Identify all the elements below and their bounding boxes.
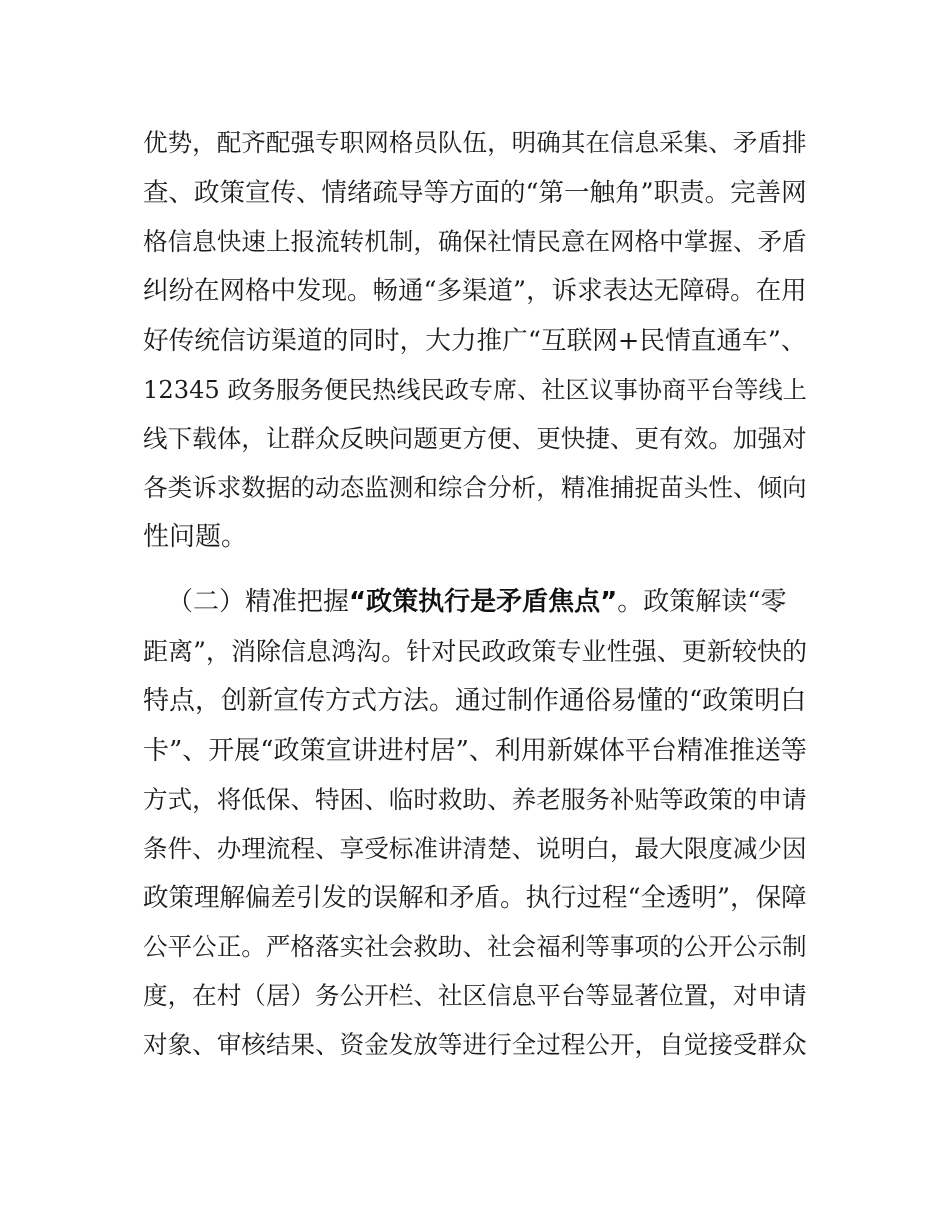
paragraph-2-line-2: 距离”，消除信息鸿沟。针对民政政策专业性强、更新较快的 bbox=[143, 637, 808, 666]
paragraph-2-line-10: 对象、审核结果、资金发放等进行全过程公开，自觉接受群众 bbox=[143, 1030, 807, 1059]
paragraph-2-line-4: 卡”、开展“政策宣讲进村居”、利用新媒体平台精准推送等 bbox=[143, 736, 807, 766]
paragraph-2-line-8: 公平公正。严格落实社会救助、社会福利等事项的公开公示制 bbox=[143, 932, 807, 961]
paragraph-2-first-line bbox=[167, 582, 787, 622]
section-number: （二）精准把握 bbox=[167, 587, 350, 617]
paragraph-2-line-7: 政策理解偏差引发的误解和矛盾。执行过程“全透明”，保障 bbox=[143, 883, 807, 913]
paragraph-1-line-9: 性问题。 bbox=[143, 522, 248, 552]
paragraph-2-line-9: 度，在村（居）务公开栏、社区信息平台等显著位置，对申请 bbox=[143, 981, 807, 1010]
paragraph-1-line-8: 各类诉求数据的动态监测和综合分析，精准捕捉苗头性、倾向 bbox=[143, 473, 807, 502]
paragraph-1-line-6: 12345 政务服务便民热线民政专席、社区议事协商平台等线上 bbox=[143, 376, 807, 404]
paragraph-1-line-1: 优势，配齐配强专职网格员队伍，明确其在信息采集、矛盾排 bbox=[143, 128, 807, 157]
paragraph-1-line-5: 好传统信访渠道的同时，大力推广“互联网+民情直通车”、 bbox=[143, 326, 807, 356]
paragraph-1-line-4: 纠纷在网格中发现。畅通“多渠道”，诉求表达无障碍。在用 bbox=[143, 276, 807, 306]
paragraph-1-line-3: 格信息快速上报流转机制，确保社情民意在网格中掌握、矛盾 bbox=[143, 227, 807, 256]
section-heading: “政策执行是矛盾焦点” bbox=[349, 587, 618, 617]
paragraph-2-first-line-suffix: 。政策解读“零 bbox=[617, 587, 787, 617]
paragraph-2-line-6: 条件、办理流程、享受标准讲清楚、说明白，最大限度减少因 bbox=[143, 834, 807, 863]
paragraph-2-line-3: 特点，创新宣传方式方法。通过制作通俗易懂的“政策明白 bbox=[143, 686, 807, 716]
paragraph-1-line-2: 查、政策宣传、情绪疏导等方面的“第一触角”职责。完善网 bbox=[143, 178, 807, 208]
paragraph-1-line-7: 线下载体，让群众反映问题更方便、更快捷、更有效。加强对 bbox=[143, 424, 807, 453]
paragraph-2-line-5: 方式，将低保、特困、临时救助、养老服务补贴等政策的申请 bbox=[143, 785, 807, 814]
